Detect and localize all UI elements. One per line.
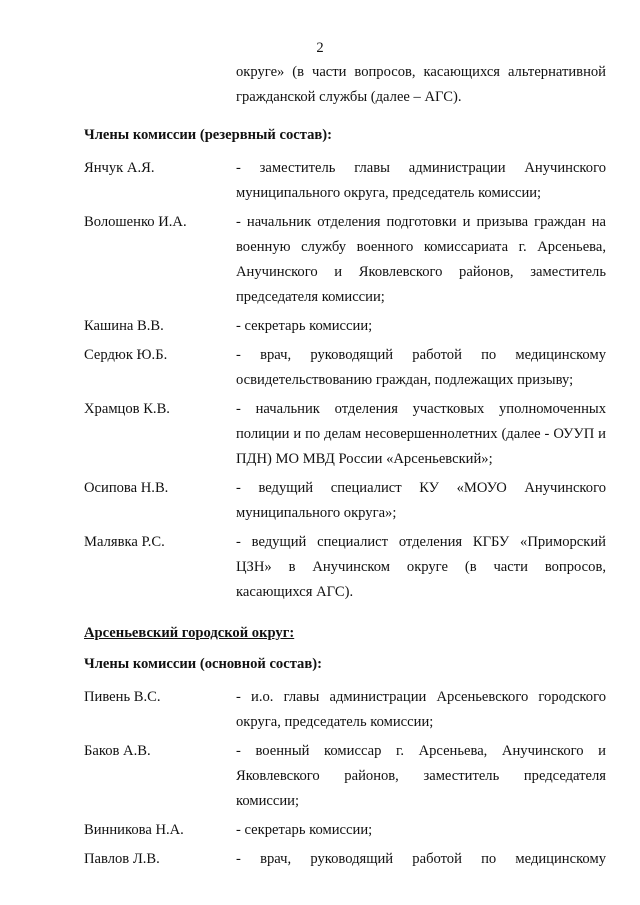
member-row xyxy=(84,476,606,526)
member-row xyxy=(84,847,606,872)
member-role: - начальник отделения подготовки и призыва граждан на военную службу военного комиссариата г. Арсеньева, Анучинского и Яковлевского районов, заместитель председателя комиссии; xyxy=(236,214,606,305)
member-name: Павлов Л.В. xyxy=(84,851,160,867)
member-row xyxy=(84,314,606,339)
member-name: Сердюк Ю.Б. xyxy=(84,347,168,363)
member-role: - врач, руководящий работой по медицинскому освидетельствованию граждан, подлежащих призыву; xyxy=(236,347,606,388)
member-row xyxy=(84,530,606,605)
section-heading-main: Члены комиссии (основной состав): xyxy=(84,656,322,672)
page-number: 2 xyxy=(316,40,324,56)
district-heading: Арсеньевский городской округ: xyxy=(84,625,295,641)
member-role: - ведущий специалист КУ «МОУО Анучинского муниципального округа»; xyxy=(236,480,606,521)
member-name: Малявка Р.С. xyxy=(84,534,165,550)
member-row xyxy=(84,343,606,393)
document-body xyxy=(84,60,606,876)
member-row xyxy=(84,818,606,843)
member-role: - секретарь комиссии; xyxy=(236,318,373,334)
member-role: - и.о. главы администрации Арсеньевского городского округа, председатель комиссии; xyxy=(236,689,606,730)
member-row xyxy=(84,685,606,735)
member-role: - врач, руководящий работой по медицинскому xyxy=(236,851,606,867)
member-name: Пивень В.С. xyxy=(84,689,161,705)
section-heading-reserve: Члены комиссии (резервный состав): xyxy=(84,127,332,143)
member-name: Баков А.В. xyxy=(84,743,151,759)
member-row xyxy=(84,156,606,206)
member-row xyxy=(84,739,606,814)
member-name: Янчук А.Я. xyxy=(84,160,155,176)
member-role: - заместитель главы администрации Анучинского муниципального округа, председатель комиссии; xyxy=(236,160,606,201)
member-row xyxy=(84,397,606,472)
member-role: - начальник отделения участковых уполномоченных полиции и по делам несовершеннолетних (далее - ОУУП и ПДН) МО МВД России «Арсеньевский»; xyxy=(236,401,606,467)
member-name: Винникова Н.А. xyxy=(84,822,184,838)
member-row xyxy=(84,210,606,310)
member-name: Волошенко И.А. xyxy=(84,214,187,230)
member-name: Храмцов К.В. xyxy=(84,401,170,417)
member-name: Осипова Н.В. xyxy=(84,480,169,496)
member-role: - секретарь комиссии; xyxy=(236,822,373,838)
member-role: - ведущий специалист отделения КГБУ «Приморский ЦЗН» в Анучинском округе (в части вопросов, касающихся АГС). xyxy=(236,534,606,600)
continued-paragraph: округе» (в части вопросов, касающихся альтернативной гражданской службы (далее – АГС). xyxy=(236,64,606,105)
member-name: Кашина В.В. xyxy=(84,318,164,334)
member-role: - военный комиссар г. Арсеньева, Анучинского и Яковлевского районов, заместитель председателя комиссии; xyxy=(236,743,606,809)
